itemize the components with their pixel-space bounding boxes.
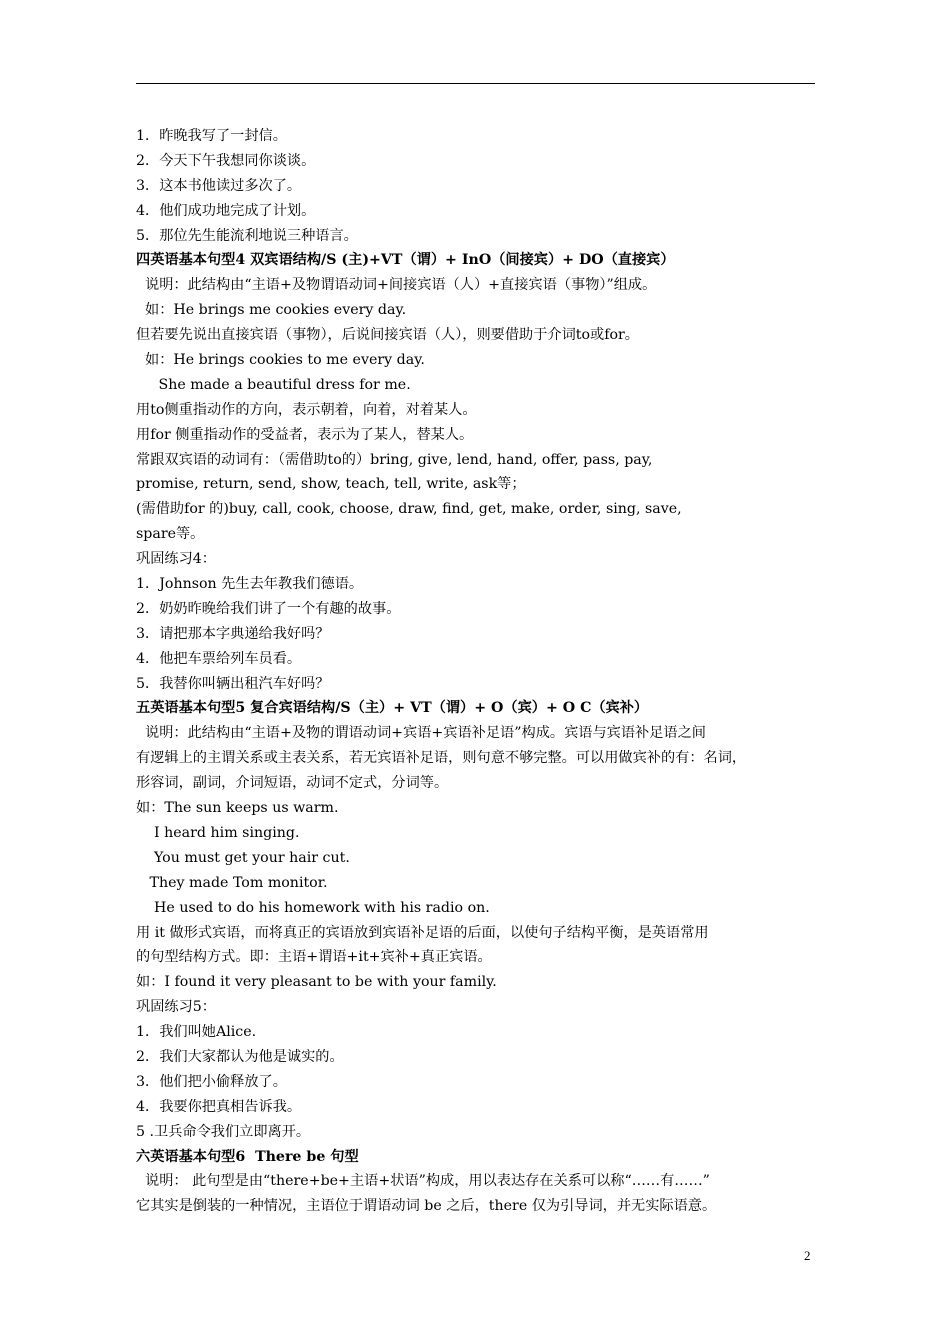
example-line: 如：I found it very pleasant to be with your family.: [136, 974, 497, 991]
exercise-item: 5．我替你叫辆出租汽车好吗？: [136, 675, 330, 692]
text-line: 有逻辑上的主谓关系或主表关系，若无宾语补足语，则句意不够完整。可以用做宾补的有：名词，: [136, 750, 747, 767]
section-heading-6: 六英语基本句型6 There be 句型: [136, 1148, 359, 1165]
exercise-item: 2．我们大家都认为他是诚实的。: [136, 1048, 344, 1065]
text-line: 常跟双宾语的动词有：（需借助to的）bring, give, lend, hand, offer, pass, pay,: [136, 451, 653, 468]
example-line: You must get your hair cut.: [136, 849, 350, 866]
section-heading-4: 四英语基本句型4 双宾语结构/S (主)+VT（谓）+ InO（间接宾）+ DO（直接宾）: [136, 252, 675, 269]
exercise-heading: 巩固练习5：: [136, 999, 216, 1016]
exercise-item: 2．奶奶昨晚给我们讲了一个有趣的故事。: [136, 600, 401, 617]
text-line: 的句型结构方式。即：主语+谓语+it+宾补+真正宾语。: [136, 949, 492, 966]
example-line: He used to do his homework with his radio on.: [136, 899, 490, 916]
text-line: 说明：此结构由“主语+及物谓语动词+间接宾语（人）+直接宾语（事物）”组成。: [136, 277, 657, 294]
text-line: spare等。: [136, 526, 205, 543]
exercise-item: 3．这本书他读过多次了。: [136, 177, 302, 194]
exercise-item: 4．我要你把真相告诉我。: [136, 1098, 302, 1115]
text-line: 用for 侧重指动作的受益者，表示为了某人，替某人。: [136, 426, 474, 443]
exercise-item: 5 .卫兵命令我们立即离开。: [136, 1123, 311, 1140]
exercise-item: 5．那位先生能流利地说三种语言。: [136, 227, 358, 244]
example-line: 如：He brings cookies to me every day.: [136, 352, 425, 369]
exercise-item: 4．他们成功地完成了计划。: [136, 202, 316, 219]
text-line: (需借助for 的)buy, call, cook, choose, draw, find, get, make, order, sing, save,: [136, 501, 682, 518]
text-line: 说明：此结构由“主语+及物的谓语动词+宾语+宾语补足语”构成。宾语与宾语补足语之间: [136, 725, 706, 742]
example-line: 如：The sun keeps us warm.: [136, 800, 339, 817]
header-rule: [136, 83, 815, 84]
text-line: 但若要先说出直接宾语（事物），后说间接宾语（人），则要借助于介词to或for。: [136, 327, 639, 344]
exercise-item: 1．昨晚我写了一封信。: [136, 128, 287, 144]
example-line: I heard him singing.: [136, 824, 300, 841]
exercise-item: 3．请把那本字典递给我好吗？: [136, 625, 330, 642]
text-line: promise, return, send, show, teach, tell, write, ask等；: [136, 476, 526, 493]
exercise-item: 3．他们把小偷释放了。: [136, 1073, 287, 1090]
example-line: 如：He brings me cookies every day.: [136, 302, 407, 319]
text-line: 用 it 做形式宾语，而将真正的宾语放到宾语补足语的后面，以使句子结构平衡，是英语常用: [136, 924, 709, 941]
example-line: She made a beautiful dress for me.: [136, 376, 411, 393]
exercise-item: 1．我们叫她Alice.: [136, 1024, 257, 1041]
exercise-item: 2．今天下午我想同你谈谈。: [136, 152, 316, 169]
text-line: 说明： 此句型是由“there+be+主语+状语”构成，用以表达存在关系可以称“……有……”: [136, 1173, 710, 1190]
text-line: 用to侧重指动作的方向，表示朝着，向着，对着某人。: [136, 401, 477, 418]
exercise-item: 1．Johnson 先生去年教我们德语。: [136, 576, 364, 593]
text-line: 形容词，副词，介词短语，动词不定式，分词等。: [136, 775, 449, 792]
exercise-heading: 巩固练习4：: [136, 551, 216, 568]
exercise-item: 4．他把车票给列车员看。: [136, 650, 302, 667]
example-line: They made Tom monitor.: [136, 874, 328, 891]
text-line: 它其实是倒装的一种情况，主语位于谓语动词 be 之后，there 仅为引导词，并无实际语意。: [136, 1198, 717, 1215]
section-heading-5: 五英语基本句型5 复合宾语结构/S（主）+ VT（谓）+ O（宾）+ O C（宾补）: [136, 700, 649, 717]
page-number: 2: [804, 1248, 811, 1263]
document-body: [136, 124, 826, 1219]
